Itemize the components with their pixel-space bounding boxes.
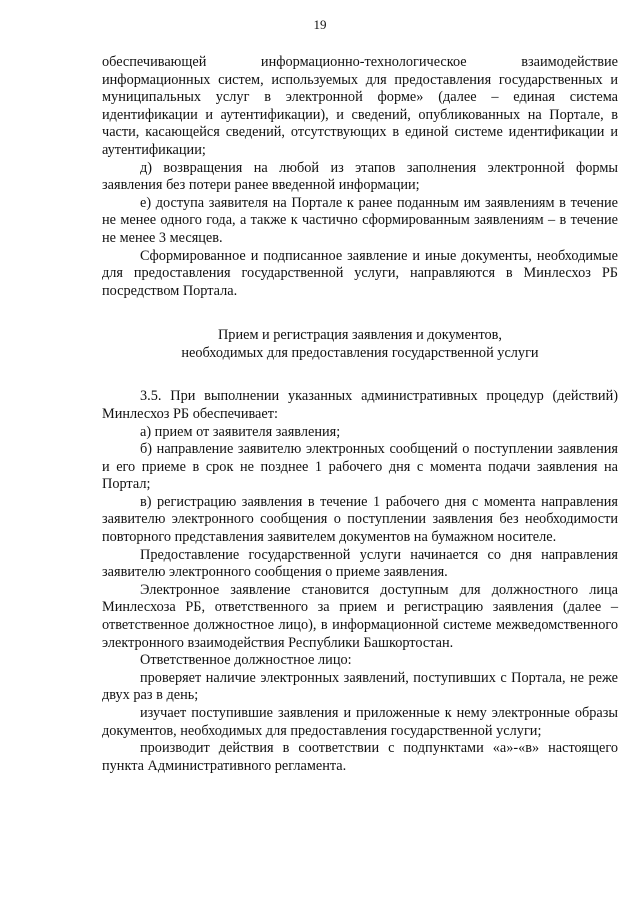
list-item: в) регистрацию заявления в течение 1 рабочего дня с момента направления заявителю электронного сообщения о поступлении заявления без необходимости повторного представления заявителем документов на бумажном носителе. (102, 493, 618, 546)
paragraph: е) доступа заявителя на Портале к ранее поданным им заявлениям в течение не менее одного года, а также к частично сформированным заявлениям – в течение не менее 3 месяцев. (102, 194, 618, 246)
paragraph: Ответственное должностное лицо: (140, 652, 352, 669)
paragraph: обеспечивающей информационно-технологическое взаимодействие информационных систем, используемых для предоставления государственных и муниципальных услуг в электронной форме» (далее – единая система идентификации и аутентификации), и сведений, опубликованных на Портале, в части, касающейся сведений, отсутствующих в единой системе идентификации и аутентификации; (102, 54, 618, 158)
paragraph: 3.5. При выполнении указанных административных процедур (действий) Минлесхоз РБ обеспечивает: (102, 388, 618, 422)
list-item: а) прием от заявителя заявления; (140, 423, 341, 440)
section-heading (102, 326, 618, 362)
page-number: 19 (313, 17, 327, 32)
section-heading-line: необходимых для предоставления государственной услуги (181, 345, 539, 362)
section-heading-line: Прием и регистрация заявления и документов, (217, 327, 503, 344)
paragraph: Предоставление государственной услуги начинается со дня направления заявителю электронного сообщения о приеме заявления. (102, 546, 618, 581)
paragraph: изучает поступившие заявления и приложенные к нему электронные образы документов, необходимых для предоставления государственной услуги; (102, 705, 618, 739)
list-item: б) направление заявителю электронных сообщений о поступлении заявления и его приеме в срок не позднее 1 рабочего дня с момента подачи заявления на Портал; (102, 441, 618, 493)
paragraph: Электронное заявление становится доступным для должностного лица Минлесхоза РБ, ответственного за прием и регистрацию заявления (далее – ответственное должностное лицо), в информационной системе межведомственного электронного взаимодействия Республики Башкортостан. (102, 581, 618, 651)
paragraph: производит действия в соответствии с подпунктами «а»-«в» настоящего пункта Административного регламента. (102, 740, 618, 774)
paragraph: д) возвращения на любой из этапов заполнения электронной формы заявления без потери ранее введенной информации; (102, 159, 618, 194)
paragraph: Сформированное и подписанное заявление и иные документы, необходимые для предоставления государственной услуги, направляются в Минлесхоз РБ посредством Портала. (102, 247, 618, 299)
paragraph: проверяет наличие электронных заявлений, поступивших с Портала, не реже двух раз в день; (102, 669, 618, 704)
document-body (102, 54, 618, 775)
